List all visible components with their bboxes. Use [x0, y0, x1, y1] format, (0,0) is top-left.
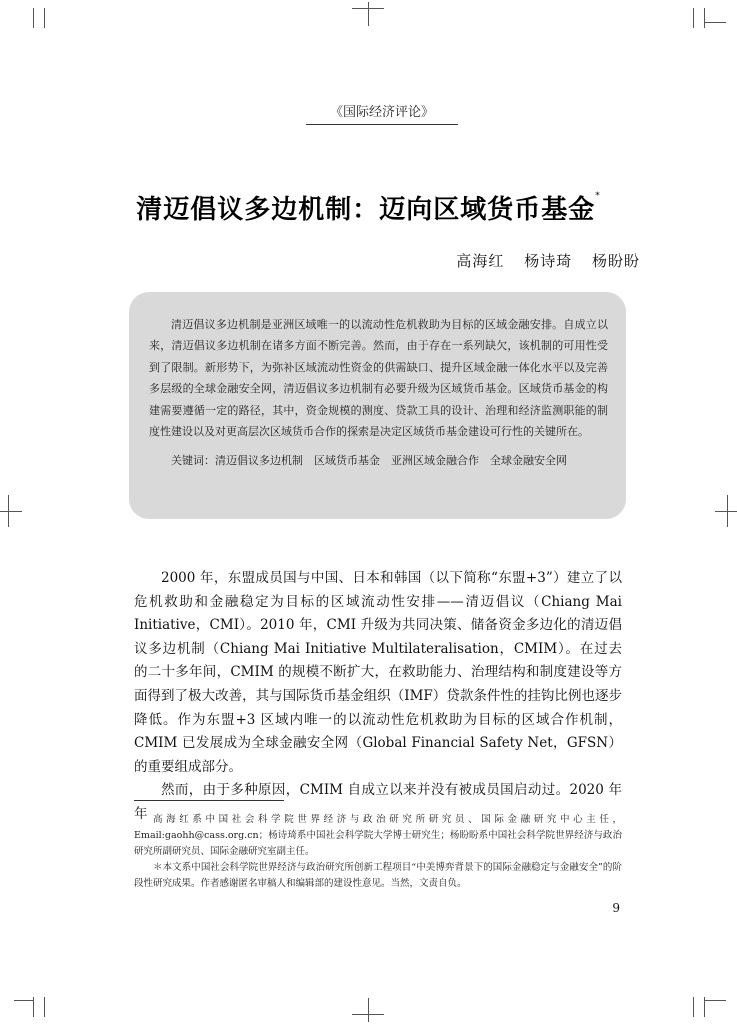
- title-text: 清迈倡议多边机制：迈向区域货币基金: [136, 195, 596, 225]
- crop-mark: [704, 1000, 726, 1001]
- registration-mark: [352, 8, 384, 9]
- registration-mark: [368, 998, 369, 1022]
- keywords: 关键词：清迈倡议多边机制 区域货币基金 亚洲区域金融合作 全球金融安全网: [171, 454, 567, 468]
- crop-mark: [704, 22, 726, 23]
- body-paragraph: 然而，由于多种原因，CMIM 自成立以来并没有被成员国启动过。2020 年年: [134, 782, 622, 822]
- registration-mark: [0, 511, 22, 512]
- crop-mark: [44, 8, 45, 28]
- footnote-author-info: 高海红系中国社会科学院世界经济与政治研究所研究员、国际金融研究中心主任，Email:gaohh@cass.org.cn；杨诗琦系中国社会科学院大学博士研究生；杨盼盼系中国社会科学院世界经济与政治研究所副研究员、国际金融研究室副主任。: [134, 814, 622, 857]
- body-text: [134, 567, 622, 827]
- crop-mark: [693, 997, 694, 1017]
- crop-mark: [704, 8, 705, 28]
- crop-mark: [14, 1000, 33, 1001]
- footnotes: [134, 812, 622, 892]
- abstract-box: [129, 292, 626, 519]
- crop-mark: [33, 997, 34, 1017]
- registration-mark: [715, 511, 737, 512]
- abstract-text: 清迈倡议多边机制是亚洲区域唯一的以流动性危机救助为目标的区域金融安排。自成立以来，清迈倡议多边机制在诸多方面不断完善。然而，由于存在一系列缺欠，该机制的可用性受到了限制。新形势下，为弥补区域流动性资金的供需缺口、提升区域金融一体化水平以及完善多层级的全球金融安全网，清迈倡议多边机制有必要升级为区域货币基金。区域货币基金的构建需要遵循一定的路径，其中，资金规模的测度、贷款工具的设计、治理和经济监测职能的制度性建设以及对更高层次区域货币合作的探索是决定区域货币基金建设可行性的关键所在。: [149, 318, 608, 439]
- crop-mark: [44, 997, 45, 1017]
- author: 杨诗琦: [524, 252, 573, 270]
- article-title: [0, 189, 737, 226]
- crop-mark: [693, 8, 694, 28]
- registration-mark: [352, 1014, 384, 1015]
- body-paragraph: 2000 年，东盟成员国与中国、日本和韩国（以下简称“东盟+3”）建立了以危机救助和金融稳定为目标的区域流动性安排——清迈倡议（Chiang Mai Initiative，CMI）。2010 年，CMI 升级为共同决策、储备资金多边化的清迈倡议多边机制（Chiang Mai Initiative Multilateralisation，CMIM）。在过去的二十多年间，CMIM 的规模不断扩大，在救助能力、治理结构和制度建设等方面得到了极大改善，其与国际货币基金组织（IMF）贷款条件性的挂钩比例也逐步降低。作为东盟+3 区域内唯一的以流动性危机救助为目标的区域合作机制，CMIM 已发展成为全球金融安全网（Global Financial Safety Net，GFSN）的重要组成部分。: [134, 570, 622, 775]
- author: 高海红: [456, 252, 505, 270]
- title-footnote-mark: *: [595, 191, 601, 201]
- author-list: [442, 250, 640, 271]
- registration-mark: [368, 2, 369, 26]
- page-number: 9: [612, 901, 620, 915]
- crop-mark: [33, 8, 34, 28]
- footnote-divider: [134, 800, 284, 801]
- footnote-funding: ＊本文系中国社会科学院世界经济与政治研究所创新工程项目“中美博弈背景下的国际金融稳定与金融安全”的阶段性研究成果。作者感谢匿名审稿人和编辑部的建设性意见。当然，文责自负。: [134, 862, 622, 889]
- author: 杨盼盼: [591, 252, 640, 270]
- journal-header: 《国际经济评论》: [306, 101, 458, 125]
